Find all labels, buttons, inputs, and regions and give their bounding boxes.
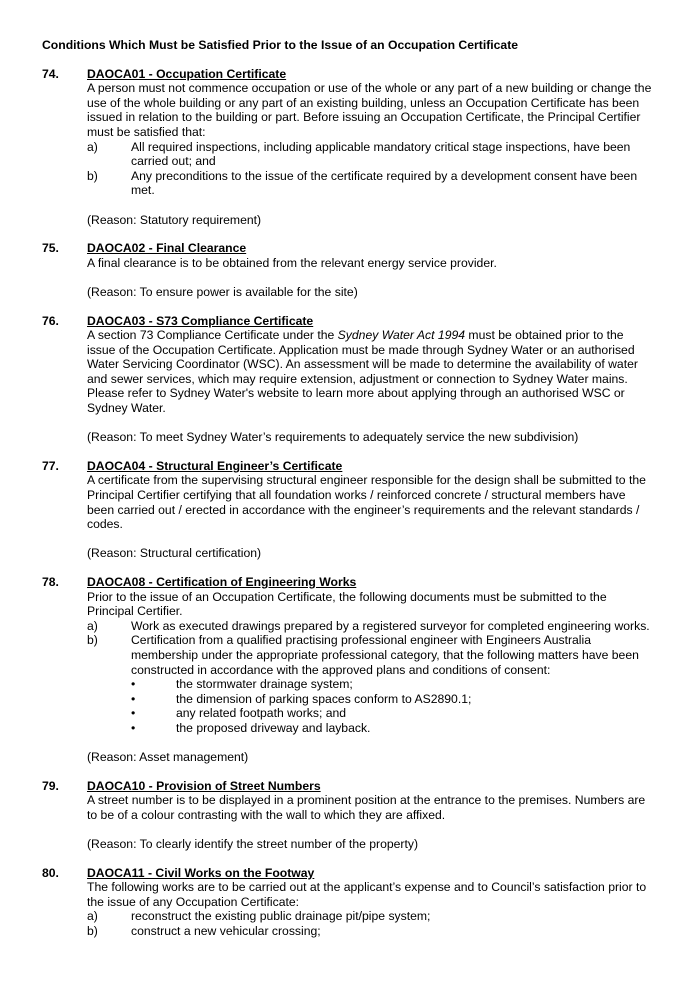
sub-item-text: Any preconditions to the issue of the certificate required by a development consent have been met. bbox=[131, 168, 638, 198]
condition-text: A certificate from the supervising structural engineer responsible for the design shall be submitted to the Principal Certifier certifying that all foundation works / reinforced concrete / structural members have been carried out / erected in accordance with the engineer’s requirements and the relevant standards / codes. bbox=[87, 473, 646, 532]
condition-number: 74. bbox=[42, 66, 59, 81]
condition-79 bbox=[42, 779, 653, 852]
condition-title: DAOCA11 - Civil Works on the Footway bbox=[87, 865, 315, 880]
bullet-item bbox=[131, 692, 653, 707]
condition-body bbox=[87, 779, 653, 852]
sub-item-label: b) bbox=[87, 168, 98, 183]
condition-75 bbox=[42, 241, 653, 299]
act-name: Sydney Water Act 1994 bbox=[337, 328, 466, 343]
bullet-item bbox=[131, 677, 653, 692]
condition-title: DAOCA08 - Certification of Engineering Works bbox=[87, 575, 357, 589]
condition-number: 75. bbox=[42, 241, 59, 256]
condition-78 bbox=[42, 575, 653, 765]
condition-number: 77. bbox=[42, 458, 59, 473]
bullet-marker: • bbox=[131, 691, 136, 706]
condition-reason: (Reason: To ensure power is available for the site) bbox=[87, 284, 358, 299]
condition-text: A person must not commence occupation or use of the whole or any part of a new building or change the use of the whole building or any part of an existing building, unless an Occupation Certificate has been issued in relation to the building or part. Before issuing an Occupation Certificate, the Principal Certifier must be satisfied that: bbox=[87, 81, 652, 139]
condition-body bbox=[87, 866, 653, 939]
condition-text bbox=[87, 328, 653, 416]
condition-number: 79. bbox=[42, 778, 59, 793]
condition-text: A final clearance is to be obtained from the relevant energy service provider. bbox=[87, 255, 497, 270]
condition-text: Prior to the issue of an Occupation Certificate, the following documents must be submitted to the Principal Certifier. bbox=[87, 589, 607, 619]
condition-reason: (Reason: Structural certification) bbox=[87, 546, 262, 561]
condition-reason: (Reason: Asset management) bbox=[87, 750, 249, 765]
condition-title: DAOCA03 - S73 Compliance Certificate bbox=[87, 313, 314, 328]
condition-text: A street number is to be displayed in a prominent position at the entrance to the premises. Numbers are to be of a colour contrasting with the wall to which they are affixed. bbox=[87, 793, 646, 822]
condition-body bbox=[87, 241, 653, 299]
bullet-text: any related footpath works; and bbox=[176, 706, 347, 721]
condition-number: 78. bbox=[42, 575, 59, 589]
bullet-item bbox=[131, 721, 653, 736]
condition-number: 76. bbox=[42, 313, 59, 328]
sub-item bbox=[87, 924, 653, 939]
sub-item-text: reconstruct the existing public drainage pit/pipe system; bbox=[131, 909, 431, 924]
sub-item-text: Certification from a qualified practising professional engineer with Engineers Australia membership under the appropriate professional category, that the following matters have been constructed in accordance with the approved plans and conditions of consent: bbox=[131, 633, 639, 677]
condition-title: DAOCA10 - Provision of Street Numbers bbox=[87, 778, 321, 793]
condition-title: DAOCA01 - Occupation Certificate bbox=[87, 66, 287, 81]
sub-item bbox=[87, 619, 653, 634]
sub-item bbox=[87, 140, 653, 169]
sub-item bbox=[87, 633, 653, 735]
sub-item-content bbox=[131, 633, 653, 735]
condition-text-part: must be obtained prior to the issue of the Occupation Certificate. Application must be made through Sydney Water or an authorised Water Servicing Coordinator (WSC). An assessment will be made to determine the availability of water and sewer services, which may require extension, adjustment or connection to Sydney Water mains. Please refer to Sydney Water's website to learn more about applying through an authorised WSC or Sydney Water. bbox=[87, 328, 638, 416]
sub-item-label: b) bbox=[87, 633, 98, 648]
condition-body bbox=[87, 459, 653, 561]
condition-reason: (Reason: To clearly identify the street number of the property) bbox=[87, 837, 419, 852]
sub-item-label: b) bbox=[87, 924, 98, 939]
condition-77 bbox=[42, 459, 653, 561]
section-heading: Conditions Which Must be Satisfied Prior to the Issue of an Occupation Certificate bbox=[42, 38, 519, 52]
condition-76 bbox=[42, 314, 653, 445]
sub-item-label: a) bbox=[87, 139, 98, 154]
condition-reason: (Reason: To meet Sydney Water’s requirements to adequately service the new subdivision) bbox=[87, 430, 579, 445]
sub-item-label: a) bbox=[87, 618, 98, 633]
condition-74 bbox=[42, 67, 653, 228]
sub-item bbox=[87, 169, 653, 198]
condition-text: The following works are to be carried out at the applicant’s expense and to Council’s satisfaction prior to the issue of any Occupation Certificate: bbox=[87, 880, 647, 909]
sub-item-text: Work as executed drawings prepared by a registered surveyor for completed engineering works. bbox=[131, 618, 650, 633]
sub-item-text: All required inspections, including applicable mandatory critical stage inspections, have been carried out; and bbox=[131, 139, 631, 169]
sub-item bbox=[87, 909, 653, 924]
condition-number: 80. bbox=[42, 865, 59, 880]
bullet-text: the proposed driveway and layback. bbox=[176, 720, 371, 735]
sub-item-text: construct a new vehicular crossing; bbox=[131, 924, 321, 939]
bullet-text: the stormwater drainage system; bbox=[176, 677, 353, 692]
condition-title: DAOCA04 - Structural Engineer’s Certificate bbox=[87, 458, 343, 473]
condition-text-part: A section 73 Compliance Certificate under the bbox=[87, 328, 338, 343]
condition-body bbox=[87, 575, 653, 765]
bullet-marker: • bbox=[131, 720, 136, 735]
bullet-text: the dimension of parking spaces conform to AS2890.1; bbox=[176, 691, 472, 706]
sub-item-label: a) bbox=[87, 909, 98, 924]
bullet-marker: • bbox=[131, 677, 136, 692]
condition-80 bbox=[42, 866, 653, 939]
bullet-item bbox=[131, 706, 653, 721]
condition-body bbox=[87, 314, 653, 445]
condition-reason: (Reason: Statutory requirement) bbox=[87, 212, 262, 227]
condition-title: DAOCA02 - Final Clearance bbox=[87, 241, 247, 256]
bullet-marker: • bbox=[131, 706, 136, 721]
condition-body bbox=[87, 67, 653, 228]
